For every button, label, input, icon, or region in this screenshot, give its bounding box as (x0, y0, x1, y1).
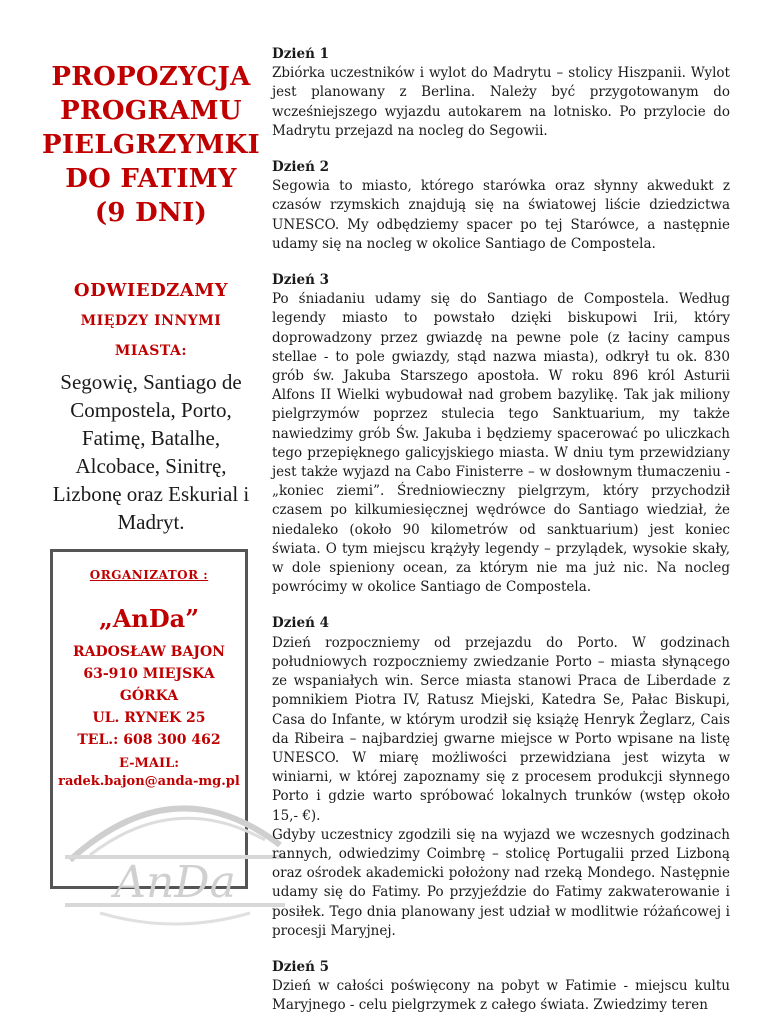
anda-logo (60, 785, 290, 935)
visit-heading (40, 276, 262, 366)
day-section (272, 45, 730, 141)
day-section (272, 614, 730, 940)
organizer-street: UL. RYNEK 25 (92, 710, 206, 726)
day-text: Segowia to miasto, którego starówka oraz słynny akwedukt z czasów rzymskich znajdują się na światowej liście dziedzictwa UNESCO. My odbędziemy spacer po tej Starówce, a następnie udamy się na nocleg w okolice Santiago de Compostela. (272, 178, 730, 252)
title-line: (9 DNI) (94, 198, 208, 228)
logo-text: AnDa (114, 857, 236, 908)
organizer-name: „AnDa” (98, 604, 200, 633)
organizer-phone: TEL.: 608 300 462 (77, 732, 221, 748)
title-line: DO FATIMY (65, 164, 237, 194)
page-title (40, 60, 262, 230)
organizer-email[interactable]: radek.bajon@anda-mg.pl (58, 774, 240, 789)
visit-heading-line: MIASTA: (114, 343, 188, 359)
visit-heading-line: ODWIEDZAMY (73, 280, 229, 301)
day-text: Zbiórka uczestników i wylot do Madrytu – stolicy Hiszpanii. Wylot jest planowany z Berlina. Należy być przygotowanym do wcześniejszego wyjazdu autokarem na lotnisko. Po przylocie do Madrytu przejazd na nocleg do Segowii. (272, 65, 730, 139)
itinerary (272, 45, 730, 1033)
title-line: PIELGRZYMKI (41, 130, 260, 160)
day-title: Dzień 1 (272, 46, 329, 62)
day-title: Dzień 3 (272, 272, 329, 289)
day-title: Dzień 4 (272, 615, 329, 632)
cities-list: Segowię, Santiago de Compostela, Porto, Fatimę, Batalhe, Alcobace, Sinitrę, Lizbonę oraz Eskurial i Madryt. (52, 370, 250, 534)
organizer-label: ORGANIZATOR : (89, 568, 209, 582)
day-title: Dzień 2 (272, 159, 329, 176)
visit-heading-line: MIĘDZY INNYMI (80, 313, 222, 329)
organizer-postal: 63-910 MIEJSKA GÓRKA (83, 666, 215, 704)
organizer-email-label: E-MAIL: (118, 756, 180, 771)
day-text: Dzień rozpoczniemy od przejazdu do Porto. W godzinach południowych rozpoczniemy zwiedzanie Porto – miasta słynącego ze wspaniałych win. Serce miasta stanowi Praca de Liberdade z pomnikiem Piotra IV, Ratusz Miejski, Katedra Se, Pałac Biskupi, Casa do Infante, w którym urodził się książę Henryk Żeglarz, Cais da Ribeira – najbardziej gwarne miejsce w Porto wpisane na listę UNESCO. W miarę możliwości przewidziana jest wizyta w winiarni, w której zapoznamy się z procesem produkcji słynnego Porto i gdzie warto spróbować lokalnych trunków (wstęp około 15,- €). (272, 634, 730, 824)
day-title: Dzień 5 (272, 958, 329, 975)
title-line: PROGRAMU (60, 96, 242, 126)
title-line: PROPOZYCJA (51, 62, 251, 92)
day-text: Dzień w całości poświęcony na pobyt w Fatimie - miejscu kultu Maryjnego - celu pielgrzymek z całego świata. Zwiedzimy teren (272, 978, 730, 1014)
organizer-person: RADOSŁAW BAJON (73, 644, 225, 660)
day-text: Po śniadaniu udamy się do Santiago de Compostela. Według legendy miasto to powstało dzięki biskupowi Irii, który doprowadzony przez gwiazdę na pewne pole (z łaciny campus stellae - to pole gwiazdy, stąd nazwa miasta), odkrył tu ok. 830 grób św. Jakuba Starszego apostoła. W roku 896 król Asturii Alfons II Wielki wybudował nad grobem bazylikę. Tak jak miliony pielgrzymów poprzez stulecia tego Sanktuarium, my także nawiedzimy grób Św. Jakuba i będziemy spacerować po uliczkach tego przepięknego galicyjskiego miasta. W dniu tym przewidziany jest także wyjazd na Cabo Finisterre – w dosłownym tłumaczeniu -„koniec ziemi”. Średniowieczny pielgrzym, który przychodził czasem po kilkumiesięcznej wędrówce do Santiago wiedział, że niedaleko (około 90 kilometrów od sanktuarium) jest koniec świata. O tym miejscu krążyły legendy – przylądek, wysokie skały, w dole spieniony ocean, za którym nie ma już nic. Na nocleg powrócimy w okolice Santiago de Compostela. (272, 291, 730, 596)
day-section (272, 958, 730, 1016)
day-text: Gdyby uczestnicy zgodzili się na wyjazd we wczesnych godzinach rannych, odwiedzimy Coimbrę – stolicę Portugalii przed Lizboną oraz ośrodek akademicki położony nad rzeką Mondego. Następnie udamy się do Fatimy. Po przyjeździe do Fatimy zakwaterowanie i posiłek. Tego dnia planowany jest udział w modlitwie różańcowej i procesji Maryjnej. (272, 826, 730, 939)
day-section (272, 158, 730, 254)
left-column (40, 60, 262, 536)
day-section (272, 271, 730, 597)
